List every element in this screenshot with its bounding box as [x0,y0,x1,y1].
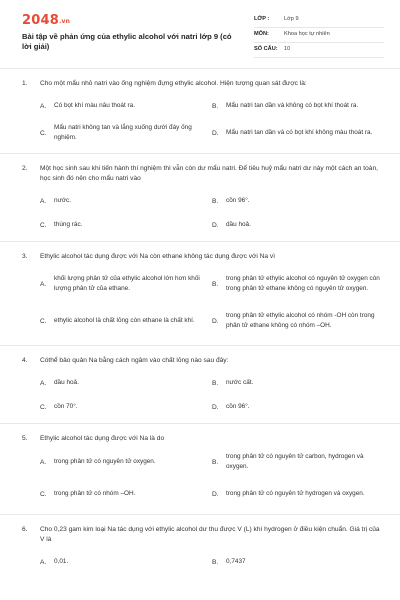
option-row [0,482,400,506]
question-number: 5. [22,435,28,442]
question-number: 4. [22,357,28,364]
option-letter: A. [40,102,47,110]
question-1 [0,68,400,153]
option-c[interactable] [40,482,212,506]
option-text: 0,01. [54,558,69,565]
option-text: nước. [54,197,71,204]
question-number: 2. [22,165,28,172]
meta-value: Lớp 9 [284,16,299,22]
option-row [0,121,400,145]
question-text [0,154,400,184]
meta-value: Khoa học tự nhiên [284,31,330,37]
question-stem: Cho 0,23 gam kim loại Na tác dụng với ethylic alcohol dư thu được V (L) khí hydrogen ở điều kiện chuẩn. Giá trị của V là [40,526,380,543]
answer-options [0,545,400,578]
question-text [0,424,400,444]
option-c[interactable] [40,399,212,415]
question-3 [0,241,400,345]
option-text: cồn 96°. [226,403,250,410]
option-row [0,217,400,233]
site-logo[interactable] [22,13,70,28]
option-letter: B. [212,458,219,466]
option-row [0,305,400,337]
option-a[interactable] [40,95,212,117]
meta-info [254,13,384,58]
option-row [0,450,400,474]
answer-options [0,184,400,241]
option-text: dầu hoả. [54,379,79,386]
option-letter: B. [212,379,219,387]
option-letter: C. [40,129,47,137]
option-a[interactable] [40,554,212,570]
option-text: dầu hoả. [226,221,251,228]
option-text: Mẩu natri không tan và lắng xuống dưới đáy ống nghiệm. [54,124,192,141]
option-letter: D. [212,129,219,137]
option-a[interactable] [40,375,212,391]
question-text [0,242,400,262]
option-d[interactable] [212,399,384,415]
option-text: khối lượng phân tử của ethylic alcohol lớn hơn khối lượng phân tử của ethane. [54,275,200,292]
option-letter: C. [40,317,47,325]
option-letter: B. [212,102,219,110]
option-text: trong phân tử có nguyên tử oxygen. [54,458,156,465]
option-text: cồn 96°. [226,197,250,204]
option-letter: B. [212,558,219,566]
option-letter: D. [212,403,219,411]
option-text: cồn 70°. [54,403,78,410]
logo-tld: .vn [58,18,71,25]
option-letter: C. [40,221,47,229]
meta-row-count [254,43,384,58]
option-row [0,554,400,570]
question-stem: Một học sinh sau khi tiến hành thí nghiệm thì vẫn còn dư mẩu natri. Để tiêu huỷ mẩu natri dư này một cách an toàn, học sinh đó nên cho mẩu natri vào [40,165,378,182]
meta-row-grade [254,13,384,28]
option-letter: B. [212,280,219,288]
option-text: Có bọt khí màu nâu thoát ra. [54,102,135,109]
question-number: 3. [22,253,28,260]
option-text: thùng rác. [54,221,83,228]
option-letter: C. [40,490,47,498]
option-b[interactable] [212,95,384,117]
option-text: trong phân tử có nhóm –OH. [54,490,136,497]
question-text [0,69,400,89]
question-stem: Ethylic alcohol tác dụng được với Na là do [40,435,165,442]
option-letter: C. [40,403,47,411]
option-letter: A. [40,280,47,288]
meta-row-subject [254,28,384,43]
option-text: Mẩu natri tan dần và không có bọt khí thoát ra. [226,102,359,109]
document-title: Bài tập về phản ứng của ethylic alcohol với natri lớp 9 (có lời giải) [22,32,232,51]
meta-label: LỚP : [254,16,270,22]
question-number: 6. [22,526,28,533]
logo-text: 2048 [22,13,59,28]
option-text: trong phân tử ethylic alcohol có nguyên tử oxygen còn trong phân tử ethane không có nguyên tử oxygen. [226,275,380,292]
option-b[interactable] [212,193,384,209]
option-letter: A. [40,558,47,566]
option-b[interactable] [212,268,384,300]
option-b[interactable] [212,450,384,474]
question-text [0,346,400,366]
question-5 [0,423,400,514]
option-a[interactable] [40,193,212,209]
question-4 [0,345,400,423]
option-d[interactable] [212,305,384,337]
question-list [0,68,400,578]
option-row [0,95,400,117]
option-a[interactable] [40,268,212,300]
answer-options [0,262,400,345]
question-text [0,515,400,545]
option-text: 0,7437 [226,558,246,565]
option-a[interactable] [40,450,212,474]
option-letter: A. [40,458,47,466]
answer-options [0,366,400,423]
meta-label: SỐ CÂU: [254,46,278,52]
option-d[interactable] [212,121,384,145]
option-text: trong phân tử có nguyên tử carbon, hydrogen và oxygen. [226,453,364,470]
question-6 [0,514,400,578]
option-letter: A. [40,197,47,205]
option-letter: B. [212,197,219,205]
question-stem: Cóthể bảo quản Na bằng cách ngâm vào chất lỏng nào sau đây: [40,357,229,364]
question-2 [0,153,400,241]
answer-options [0,89,400,153]
meta-value: 10 [284,46,291,52]
option-row [0,268,400,300]
option-text: trong phân tử có nguyên tử hydrogen và oxygen. [226,490,365,497]
option-c[interactable] [40,305,212,337]
option-text: nước cất. [226,379,254,386]
option-b[interactable] [212,375,384,391]
option-row [0,193,400,209]
option-d[interactable] [212,217,384,233]
question-stem: Cho một mẩu nhỏ natri vào ống nghiệm đựng ethylic alcohol. Hiện tượng quan sát được là: [40,80,307,87]
option-letter: D. [212,317,219,325]
option-c[interactable] [40,121,212,145]
option-letter: D. [212,490,219,498]
option-row [0,375,400,391]
answer-options [0,444,400,514]
option-c[interactable] [40,217,212,233]
page-header [0,0,400,62]
question-stem: Ethylic alcohol tác dụng được với Na còn ethane không tác dụng được với Na vì [40,253,276,260]
meta-label: MÔN: [254,31,269,37]
option-text: Mẩu natri tan dần và có bọt khí không màu thoát ra. [226,129,373,136]
option-letter: A. [40,379,47,387]
option-d[interactable] [212,482,384,506]
option-text: trong phân tử ethylic alcohol có nhóm -OH còn trong phân tử ethane không có nhóm –OH. [226,312,375,329]
option-row [0,399,400,415]
option-text: ethylic alcohol là chất lỏng còn ethane là chất khí. [54,317,195,324]
question-number: 1. [22,80,28,87]
option-b[interactable] [212,554,384,570]
option-letter: D. [212,221,219,229]
